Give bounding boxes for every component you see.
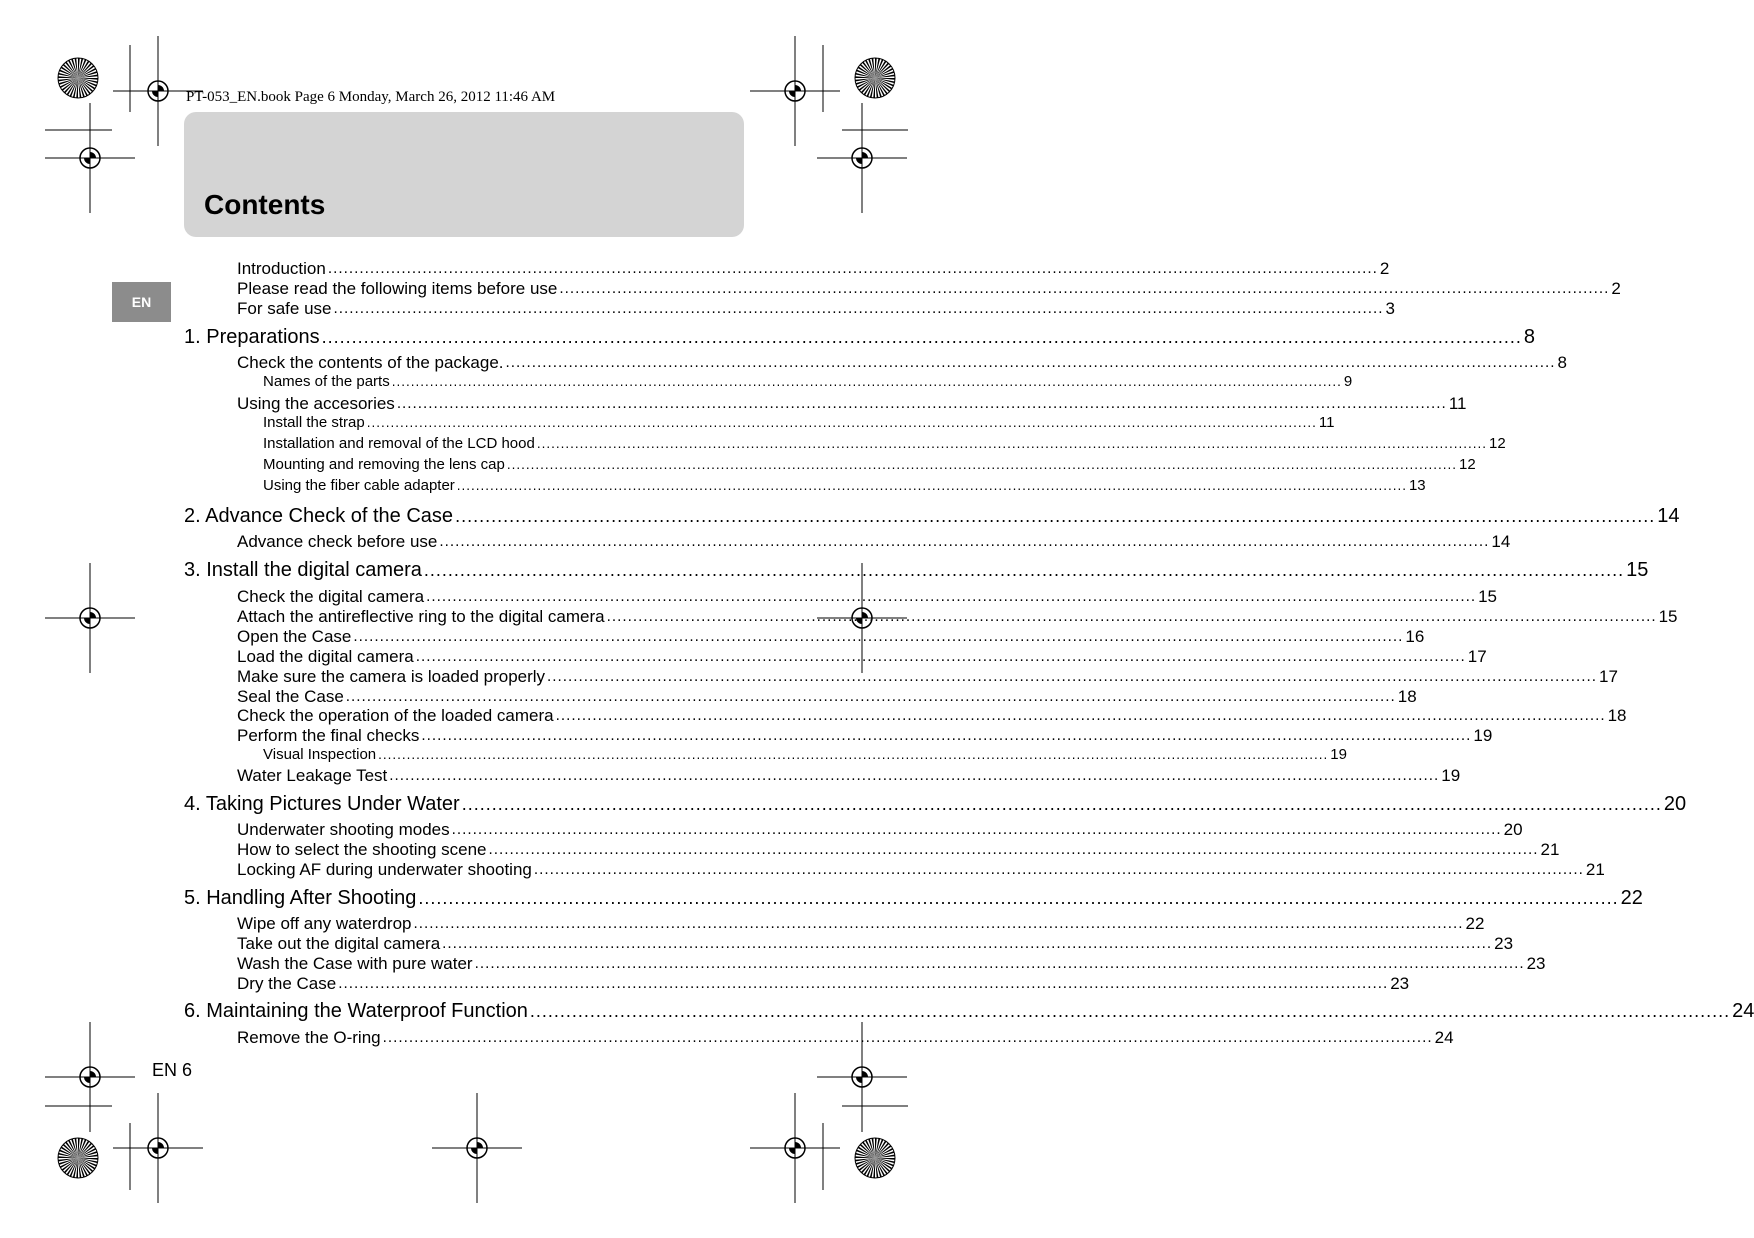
toc-entry-title: Check the digital camera — [237, 587, 425, 606]
toc-entry-page: 19 — [1330, 746, 1347, 763]
toc-entry-page: 14 — [1491, 532, 1511, 551]
toc-entry-page: 24 — [1434, 1028, 1454, 1047]
toc-entry-title: Check the operation of the loaded camera — [237, 706, 554, 725]
page-title: Contents — [204, 189, 326, 220]
dot-leader: ........................................................................................................................................................................................................ — [606, 608, 1657, 625]
sunburst-mark-top-right — [855, 58, 895, 98]
toc-entry[interactable] — [237, 1027, 1454, 1048]
toc-entry-page: 11 — [1318, 414, 1335, 431]
toc-entry-title: Locking AF during underwater shooting — [237, 860, 532, 879]
toc-entry[interactable] — [237, 819, 1523, 840]
toc-entry-page: 14 — [1657, 505, 1680, 527]
toc-entry-page: 18 — [1397, 687, 1417, 706]
toc-entry-title: 2. Advance Check of the Case — [184, 505, 454, 527]
dot-leader: ........................................................................................................................................................................................................ — [505, 354, 1556, 371]
toc-entry[interactable] — [237, 393, 1467, 414]
toc-entry-title: Attach the antireflective ring to the digital camera — [237, 607, 605, 626]
toc-entry-title: Introduction — [237, 259, 326, 278]
toc-entry-title: Wash the Case with pure water — [237, 954, 473, 973]
dot-leader: ........................................................................................................................................................................................................ — [396, 395, 1447, 412]
toc-entry-page: 15 — [1478, 587, 1498, 606]
title-band — [184, 112, 744, 237]
dot-leader: ........................................................................................................................................................................................................ — [321, 327, 1522, 347]
toc-entry-title: Check the contents of the package. — [237, 353, 504, 372]
toc-entry-page: 23 — [1390, 974, 1410, 993]
toc-entry[interactable] — [263, 372, 1353, 392]
toc-entry-page: 23 — [1494, 934, 1514, 953]
toc-entry[interactable] — [184, 998, 1754, 1024]
toc-entry-title: How to select the shooting scene — [237, 840, 487, 859]
dot-leader: ........................................................................................................................................................................................................ — [415, 648, 1466, 665]
toc-entry-page: 11 — [1448, 394, 1467, 413]
dot-leader: ........................................................................................................................................................................................................ — [389, 767, 1440, 784]
toc-entry[interactable] — [263, 434, 1506, 454]
toc-entry-page: 2 — [1379, 259, 1390, 278]
toc-entry[interactable] — [237, 258, 1390, 279]
toc-entry-page: 16 — [1405, 627, 1425, 646]
toc-entry-title: Open the Case — [237, 627, 352, 646]
toc-entry[interactable] — [237, 586, 1498, 607]
toc-entry-title: 5. Handling After Shooting — [184, 887, 417, 909]
toc-entry-title: Visual Inspection — [263, 746, 377, 763]
dot-leader: ........................................................................................................................................................................................................ — [506, 457, 1457, 472]
toc-entry-title: Using the accesories — [237, 394, 395, 413]
toc-entry-page: 24 — [1732, 1000, 1754, 1022]
toc-entry-page: 20 — [1503, 820, 1523, 839]
toc-entry[interactable] — [237, 913, 1485, 934]
toc-entry-title: Make sure the camera is loaded properly — [237, 667, 546, 686]
dot-leader: ........................................................................................................................................................................................................ — [488, 841, 1539, 858]
toc-entry-title: Dry the Case — [237, 974, 337, 993]
dot-leader: ........................................................................................................................................................................................................ — [555, 707, 1606, 724]
toc-entry[interactable] — [237, 298, 1395, 319]
toc-entry-title: Installation and removal of the LCD hood — [263, 435, 535, 452]
toc-entry[interactable] — [237, 606, 1678, 627]
toc-entry[interactable] — [237, 531, 1511, 552]
dot-leader: ........................................................................................................................................................................................................ — [421, 727, 1472, 744]
toc-entry-page: 21 — [1540, 840, 1560, 859]
toc-entry-title: 6. Maintaining the Waterproof Function — [184, 1000, 528, 1022]
dot-leader: ........................................................................................................................................................................................................ — [413, 915, 1464, 932]
toc-entry[interactable] — [263, 455, 1476, 475]
print-header: PT-053_EN.book Page 6 Monday, March 26, 2012 11:46 AM — [186, 89, 556, 105]
dot-leader: ........................................................................................................................................................................................................ — [547, 668, 1598, 685]
dot-leader: ........................................................................................................................................................................................................ — [442, 935, 1493, 952]
toc-entry-title: Remove the O-ring — [237, 1028, 381, 1047]
dot-leader: ........................................................................................................................................................................................................ — [529, 1001, 1731, 1021]
toc-entry[interactable] — [184, 885, 1643, 911]
toc-entry[interactable] — [237, 973, 1410, 994]
toc-entry-title: Underwater shooting modes — [237, 820, 450, 839]
toc-entry[interactable] — [263, 745, 1347, 765]
toc-entry-page: 15 — [1658, 607, 1678, 626]
toc-entry-page: 9 — [1343, 373, 1353, 390]
dot-leader: ........................................................................................................................................................................................................ — [439, 533, 1490, 550]
dot-leader: ........................................................................................................................................................................................................ — [455, 506, 1656, 526]
toc-entry-page: 12 — [1489, 435, 1506, 452]
toc-entry-title: 4. Taking Pictures Under Water — [184, 793, 460, 815]
dot-leader: ........................................................................................................................................................................................................ — [391, 374, 1342, 389]
toc-entry-page: 22 — [1620, 887, 1643, 909]
toc-entry-title: Names of the parts — [263, 373, 390, 390]
toc-entry-page: 20 — [1663, 793, 1687, 815]
toc-entry-title: Advance check before use — [237, 532, 438, 551]
dot-leader: ........................................................................................................................................................................................................ — [451, 821, 1502, 838]
toc-entry-page: 12 — [1458, 456, 1476, 473]
toc-entry[interactable] — [184, 791, 1687, 817]
toc-entry[interactable] — [237, 278, 1621, 299]
toc-entry[interactable] — [263, 476, 1426, 496]
toc-entry-title: For safe use — [237, 299, 332, 318]
toc-entry[interactable] — [237, 626, 1425, 647]
toc-entry-page: 17 — [1467, 647, 1487, 666]
toc-entry-page: 17 — [1599, 667, 1618, 686]
dot-leader: ........................................................................................................................................................................................................ — [456, 478, 1407, 493]
toc-entry-title: Using the fiber cable adapter — [263, 477, 455, 494]
dot-leader: ........................................................................................................................................................................................................ — [474, 955, 1525, 972]
toc-entry[interactable] — [237, 933, 1514, 954]
toc-entry[interactable] — [184, 324, 1535, 350]
dot-leader: ........................................................................................................................................................................................................ — [382, 1029, 1433, 1046]
toc-entry[interactable] — [184, 503, 1680, 529]
dot-leader: ........................................................................................................................................................................................................ — [536, 436, 1487, 451]
toc-entry-page: 22 — [1465, 914, 1485, 933]
dot-leader: ........................................................................................................................................................................................................ — [333, 300, 1384, 317]
toc-entry[interactable] — [237, 686, 1417, 707]
language-tab: EN — [112, 282, 171, 322]
dot-leader: ........................................................................................................................................................................................................ — [353, 628, 1404, 645]
dot-leader: ........................................................................................................................................................................................................ — [338, 975, 1389, 992]
dot-leader: ........................................................................................................................................................................................................ — [378, 747, 1329, 762]
toc-entry-page: 21 — [1585, 860, 1605, 879]
toc-entry[interactable] — [237, 705, 1627, 726]
toc-entry-page: 8 — [1523, 326, 1535, 348]
page-number: EN 6 — [152, 1060, 193, 1080]
sunburst-mark-top-left — [58, 58, 98, 98]
toc-entry-page: 15 — [1626, 559, 1649, 581]
toc-entry-title: Water Leakage Test — [237, 766, 388, 785]
toc-entry[interactable] — [237, 646, 1487, 667]
toc-entry[interactable] — [237, 953, 1546, 974]
toc-entry-page: 2 — [1611, 279, 1621, 298]
toc-entry[interactable] — [237, 666, 1618, 687]
dot-leader: ........................................................................................................................................................................................................ — [327, 260, 1378, 277]
toc-entry-title: Seal the Case — [237, 687, 344, 706]
dot-leader: ........................................................................................................................................................................................................ — [426, 588, 1477, 605]
toc-entry-page: 23 — [1526, 954, 1546, 973]
toc-entry-title: 1. Preparations — [184, 326, 320, 348]
dot-leader: ........................................................................................................................................................................................................ — [461, 794, 1662, 814]
toc-entry[interactable] — [184, 557, 1649, 583]
toc-entry[interactable] — [237, 725, 1493, 746]
toc-entry-page: 3 — [1385, 299, 1395, 318]
toc-entry-title: Perform the final checks — [237, 726, 420, 745]
toc-entry-page: 13 — [1408, 477, 1426, 494]
toc-entry-title: Take out the digital camera — [237, 934, 441, 953]
toc-entry[interactable] — [237, 839, 1560, 860]
dot-leader: ........................................................................................................................................................................................................ — [533, 861, 1584, 878]
toc-entry-page: 8 — [1557, 353, 1567, 372]
toc-entry-title: Please read the following items before use — [237, 279, 558, 298]
dot-leader: ........................................................................................................................................................................................................ — [345, 688, 1396, 705]
sunburst-mark-bottom-right — [855, 1138, 895, 1178]
toc-entry[interactable] — [237, 352, 1567, 373]
toc-entry-title: Wipe off any waterdrop — [237, 914, 412, 933]
dot-leader: ........................................................................................................................................................................................................ — [559, 280, 1610, 297]
toc-entry-title: 3. Install the digital camera — [184, 559, 422, 581]
toc-entry[interactable] — [263, 413, 1335, 433]
toc-entry-title: Load the digital camera — [237, 647, 414, 666]
dot-leader: ........................................................................................................................................................................................................ — [423, 560, 1625, 580]
toc-entry[interactable] — [237, 859, 1605, 880]
toc-entry-page: 19 — [1473, 726, 1493, 745]
toc-entry-title: Mounting and removing the lens cap — [263, 456, 505, 473]
toc-entry-page: 18 — [1607, 706, 1627, 725]
sunburst-mark-bottom-left — [58, 1138, 98, 1178]
dot-leader: ........................................................................................................................................................................................................ — [366, 415, 1317, 430]
toc-entry-title: Install the strap — [263, 414, 365, 431]
dot-leader: ........................................................................................................................................................................................................ — [418, 888, 1619, 908]
toc-entry[interactable] — [237, 765, 1461, 786]
toc-entry-page: 19 — [1441, 766, 1461, 785]
